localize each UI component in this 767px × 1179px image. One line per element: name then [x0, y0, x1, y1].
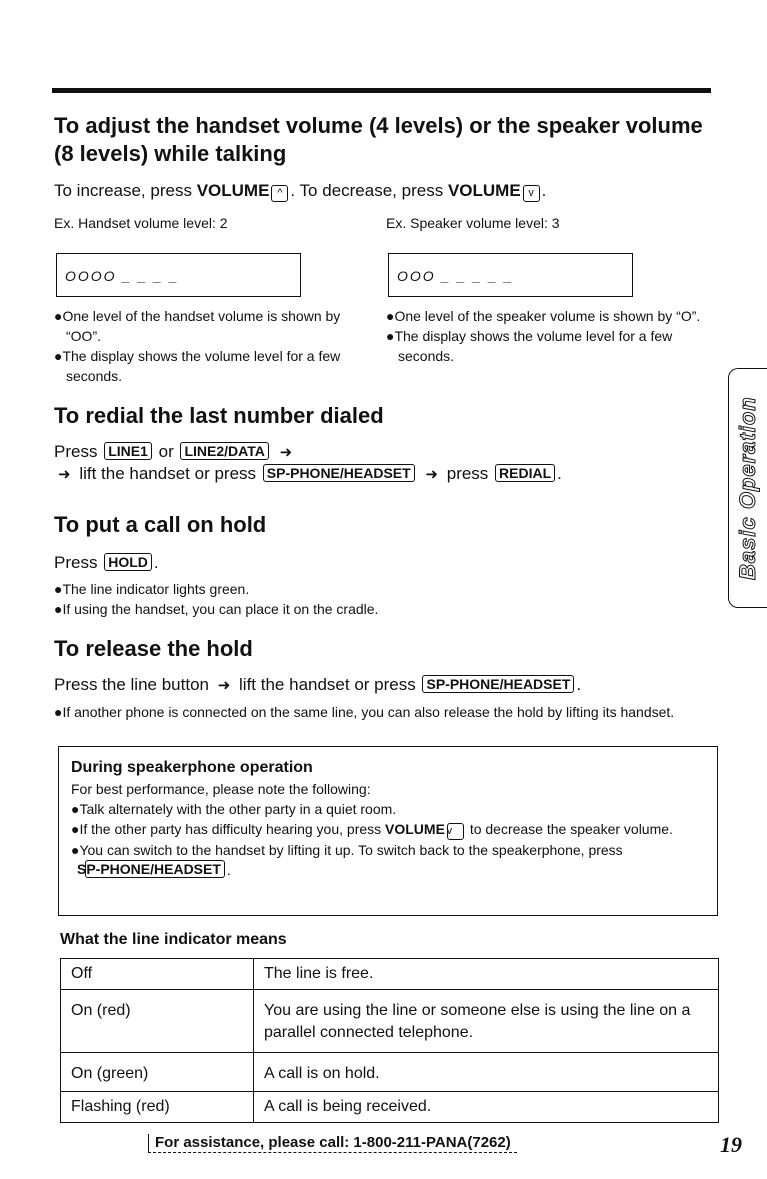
- list-item: ●The display shows the volume level for a few seconds.: [386, 328, 673, 364]
- line-indicator-table: [60, 958, 719, 1123]
- list-item: ●The display shows the volume level for a few seconds.: [54, 348, 341, 384]
- section-heading-adjust-volume: To adjust the handset volume (4 levels) or the speaker volume (8 levels) while talking: [54, 113, 703, 166]
- table-row: [61, 990, 719, 1053]
- release-notes: [54, 702, 714, 722]
- line2-data-key: LINE2/DATA: [180, 442, 268, 460]
- meaning-cell: You are using the line or someone else is using the line on a parallel connected telephone.: [254, 990, 719, 1053]
- volume-down-key-icon: v: [447, 823, 464, 840]
- assistance-footer: [148, 1134, 517, 1151]
- speaker-notes: [386, 306, 706, 366]
- section-heading-hold: To put a call on hold: [54, 512, 267, 537]
- redial-step-1: Press LINE1 or LINE2/DATA ➜: [54, 442, 293, 461]
- speaker-volume-display: OOO _ _ _ _ _: [388, 253, 633, 297]
- state-cell: Flashing (red): [61, 1092, 254, 1123]
- hold-notes: [54, 579, 654, 619]
- speakerphone-note-box: [58, 746, 718, 916]
- sp-phone-headset-key: SP-PHONE/HEADSET: [422, 675, 574, 693]
- list-item: ●One level of the handset volume is shown by “OO”.: [54, 308, 341, 344]
- table-row: [61, 959, 719, 990]
- volume-down-key-icon: v: [523, 185, 540, 202]
- hold-key: HOLD: [104, 553, 152, 571]
- arrow-right-icon: ➜: [279, 444, 293, 461]
- list-item: ●One level of the speaker volume is shown by “O”.: [386, 308, 701, 324]
- release-step: Press the line button ➜ lift the handset or press SP-PHONE/HEADSET .: [54, 675, 582, 694]
- assistance-phone: For assistance, please call: 1-800-211-PANA(7262): [148, 1134, 517, 1153]
- state-cell: Off: [61, 959, 254, 990]
- meaning-cell: A call is being received.: [254, 1092, 719, 1123]
- top-rule: [52, 88, 711, 93]
- handset-volume-display: OOOO _ _ _ _: [56, 253, 301, 297]
- redial-key: REDIAL: [495, 464, 555, 482]
- page-number: 19: [720, 1132, 742, 1157]
- line1-key: LINE1: [104, 442, 152, 460]
- speaker-example-label: Ex. Speaker volume level: 3: [386, 215, 560, 231]
- handset-notes: [54, 306, 364, 386]
- list-item: ●If another phone is connected on the same line, you can also release the hold by lifting its handset.: [54, 704, 675, 720]
- meaning-cell: A call is on hold.: [254, 1053, 719, 1092]
- redial-step-2: ➜ lift the handset or press SP-PHONE/HEADSET ➜ press REDIAL .: [58, 464, 562, 483]
- indicator-title: What the line indicator means: [60, 931, 287, 948]
- arrow-right-icon: ➜: [58, 466, 71, 483]
- sp-phone-headset-key: SP-PHONE/HEADSET: [85, 860, 225, 878]
- list-item: ●If the other party has difficulty hearing you, press VOLUME v to decrease the speaker volume.: [71, 819, 705, 840]
- state-cell: On (red): [61, 990, 254, 1053]
- note-title: During speakerphone operation: [71, 759, 313, 776]
- table-row: [61, 1092, 719, 1123]
- volume-instruction: To increase, press VOLUME ^ . To decrease, press VOLUME v .: [54, 181, 547, 200]
- state-cell: On (green): [61, 1053, 254, 1092]
- note-intro: For best performance, please note the following:: [71, 781, 371, 797]
- side-tab-label: Basic Operation: [735, 396, 760, 580]
- hold-step: Press HOLD .: [54, 553, 159, 572]
- sp-phone-headset-key: SP-PHONE/HEADSET: [263, 464, 415, 482]
- list-item: ●The line indicator lights green.: [54, 581, 250, 597]
- list-item: ●If using the handset, you can place it on the cradle.: [54, 601, 379, 617]
- arrow-right-icon: ➜: [217, 677, 231, 694]
- volume-up-key-icon: ^: [271, 185, 288, 202]
- side-section-tab: [728, 368, 767, 608]
- arrow-right-icon: ➜: [425, 466, 438, 483]
- table-row: [61, 1053, 719, 1092]
- section-heading-release-hold: To release the hold: [54, 636, 253, 661]
- list-item: ●You can switch to the handset by lifting it up. To switch back to the speakerphone, press SP-PHONE/HEADSET .: [71, 842, 623, 878]
- section-heading-redial: To redial the last number dialed: [54, 403, 384, 428]
- meaning-cell: The line is free.: [254, 959, 719, 990]
- list-item: ●Talk alternately with the other party in a quiet room.: [71, 801, 397, 817]
- handset-example-label: Ex. Handset volume level: 2: [54, 215, 228, 231]
